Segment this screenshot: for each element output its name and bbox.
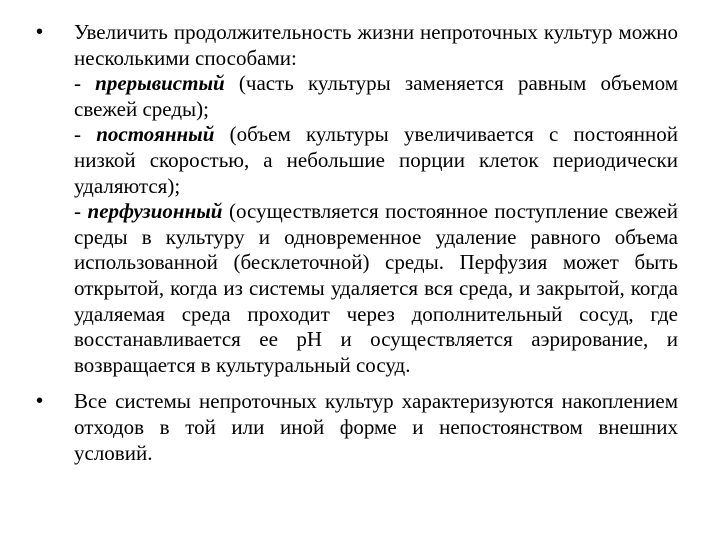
bullet-marker: •: [36, 390, 44, 413]
bullet-text: [74, 389, 678, 466]
bullet-list: [36, 20, 678, 466]
summary-text: Все системы непроточных культур характеризуются накоплением отходов в той или иной форме и непостоянством внешних условий.: [74, 389, 678, 465]
method-perfusion: [74, 199, 678, 378]
bullet-text: [74, 20, 678, 378]
method-dash: -: [74, 122, 81, 147]
method-term: прерывистый: [95, 71, 225, 96]
method-intermittent: [74, 71, 678, 122]
method-dash: -: [74, 71, 81, 96]
method-term: перфузионный: [87, 199, 223, 224]
method-dash: -: [74, 199, 81, 224]
bullet-marker: •: [36, 21, 44, 43]
method-description: (осуществляется постоянное поступление свежей среды в культуру и одновременное удаление равного объема использованной (бесклеточной) среды. Перфузия может быть открытой, когда из системы удаляется вся среда, и закрытой, когда удаляемая среда проходит через дополнительный сосуд, где восстанавливается ее pH и осуществляется аэрирование, и возвращается в культуральный сосуд.: [74, 199, 678, 377]
method-term: постоянный: [96, 122, 215, 147]
bullet-item-summary: [36, 389, 678, 466]
intro-text: Увеличить продолжительность жизни непроточных культур можно несколькими способами:: [74, 20, 678, 70]
method-description: (часть культуры заменяется равным объемом свежей среды);: [74, 71, 679, 121]
bullet-item-methods: [36, 20, 678, 378]
method-description: (объем культуры увеличивается с постоянной низкой скоростью, а небольшие порции клеток периодически удаляются);: [74, 122, 679, 198]
method-constant: [74, 122, 678, 199]
